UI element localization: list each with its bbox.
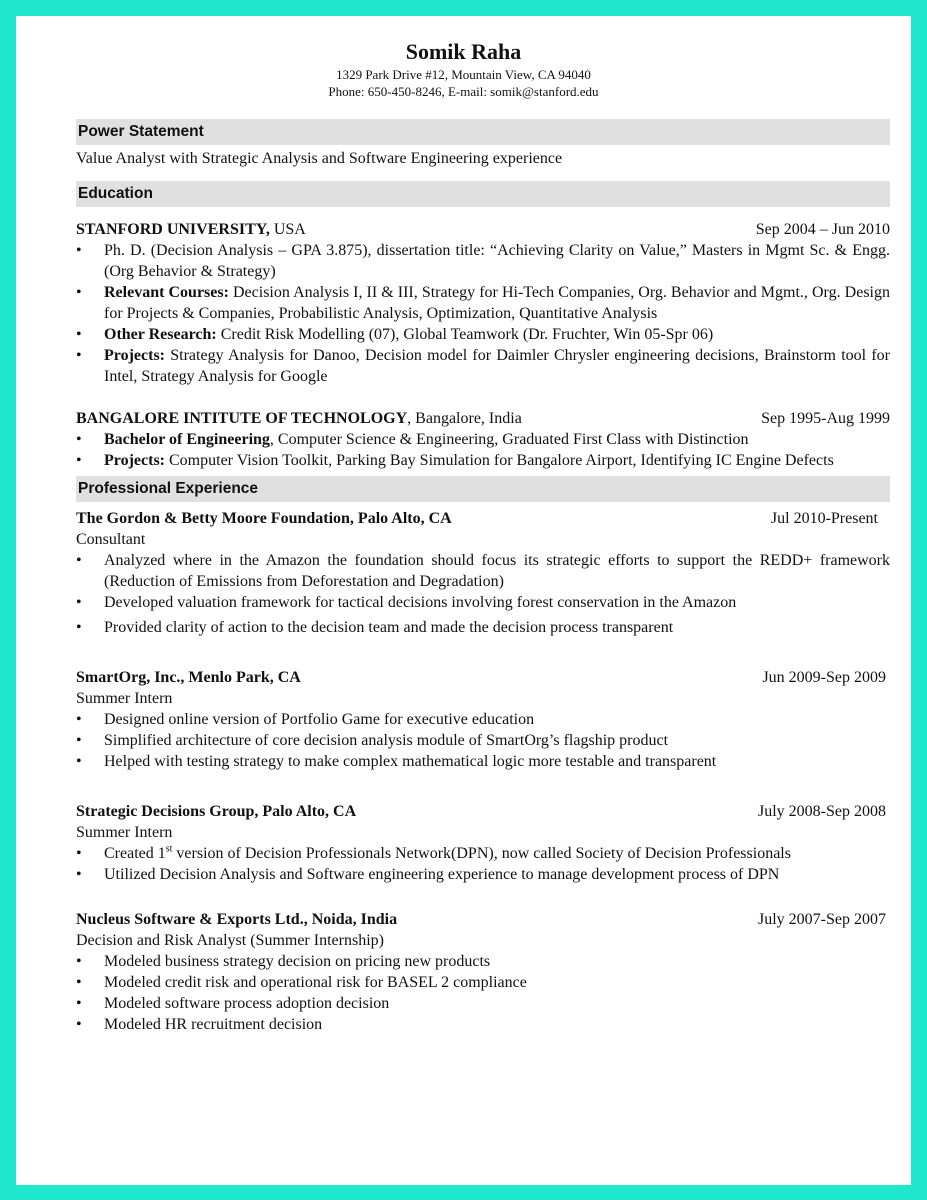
- employer-name: Nucleus Software & Exports Ltd., Noida, India: [76, 911, 398, 928]
- smartorg-bullets: [76, 709, 890, 772]
- job-entry-smartorg: [76, 667, 890, 688]
- institution-location: , Bangalore, India: [407, 410, 522, 427]
- entry-date: Jun 2009-Sep 2009: [762, 669, 886, 686]
- entry-date: July 2007-Sep 2007: [758, 911, 886, 928]
- bullet-icon: •: [76, 594, 82, 611]
- bullet-icon: •: [76, 753, 82, 770]
- sdg-bullets: [76, 843, 890, 885]
- bullet-icon: •: [76, 953, 82, 970]
- list-item: • Modeled software process adoption decision: [76, 995, 390, 1012]
- list-item: • Projects: Strategy Analysis for Danoo, Decision model for Daimler Chrysler engineering decisions, Brainstorm tool for Intel, Strategy Analysis for Google: [76, 347, 890, 385]
- list-item: • Provided clarity of action to the decision team and made the decision process transparent: [76, 619, 674, 636]
- list-item: • Modeled HR recruitment decision: [76, 1016, 323, 1033]
- entry-date: Sep 1995-Aug 1999: [761, 410, 890, 427]
- list-item: • Helped with testing strategy to make complex mathematical logic more testable and transparent: [76, 753, 717, 770]
- institution-name: BANGALORE INTITUTE OF TECHNOLOGY: [76, 410, 408, 427]
- bangalore-bullets: [76, 429, 890, 471]
- list-item: • Ph. D. (Decision Analysis – GPA 3.875), dissertation title: “Achieving Clarity on Value,” Masters in Mgmt Sc. & Engg. (Org Behavior & Strategy): [76, 242, 890, 280]
- entry-date: Jul 2010-Present: [770, 510, 878, 527]
- list-item: • Developed valuation framework for tactical decisions involving forest conservation in the Amazon: [76, 594, 737, 611]
- employer-name: The Gordon & Betty Moore Foundation, Palo Alto, CA: [76, 510, 452, 527]
- employer-name: SmartOrg, Inc., Menlo Park, CA: [76, 669, 301, 686]
- list-item: • Analyzed where in the Amazon the foundation should focus its strategic efforts to support the REDD+ framework (Reduction of Emissions from Deforestation and Degradation): [76, 552, 890, 590]
- bullet-icon: •: [76, 974, 82, 991]
- stanford-bullets: [76, 240, 890, 387]
- bullet-icon: •: [76, 326, 82, 343]
- job-entry-gordon: [76, 508, 890, 529]
- section-heading-professional-experience: Professional Experience: [76, 476, 890, 502]
- list-item: • Relevant Courses: Decision Analysis I, II & III, Strategy for Hi-Tech Companies, Org. Behavior and Mgmt., Org. Design for Projects & Companies, Probabilistic Analysis, Optimization, Quantitative Analysis: [76, 284, 890, 322]
- list-item: • Projects: Computer Vision Toolkit, Parking Bay Simulation for Bangalore Airport, Identifying IC Engine Defects: [76, 452, 834, 469]
- bullet-icon: •: [76, 995, 82, 1012]
- bullet-icon: •: [76, 242, 82, 259]
- job-role: Decision and Risk Analyst (Summer Internship): [76, 932, 384, 949]
- bullet-icon: •: [76, 866, 82, 883]
- bullet-icon: •: [76, 845, 82, 862]
- bullet-icon: •: [76, 619, 82, 636]
- power-statement-text: Value Analyst with Strategic Analysis and Software Engineering experience: [76, 150, 563, 167]
- institution-name: STANFORD UNIVERSITY,: [76, 221, 270, 238]
- list-item: • Modeled credit risk and operational risk for BASEL 2 compliance: [76, 974, 527, 991]
- resume-header: [16, 38, 911, 100]
- gordon-bullets: [76, 550, 890, 638]
- bullet-icon: •: [76, 711, 82, 728]
- bullet-icon: •: [76, 452, 82, 469]
- employer-name: Strategic Decisions Group, Palo Alto, CA: [76, 803, 357, 820]
- entry-date: Sep 2004 – Jun 2010: [755, 221, 890, 238]
- bullet-icon: •: [76, 431, 82, 448]
- list-item: • Created 1st version of Decision Professionals Network(DPN), now called Society of Decision Professionals: [76, 843, 791, 862]
- resume-page: [16, 16, 911, 1185]
- list-item: • Utilized Decision Analysis and Software engineering experience to manage development process of DPN: [76, 866, 780, 883]
- section-heading-education: Education: [76, 181, 890, 207]
- education-entry-bangalore: [76, 408, 890, 429]
- job-role: Consultant: [76, 531, 146, 548]
- list-item: • Simplified architecture of core decision analysis module of SmartOrg’s flagship product: [76, 732, 669, 749]
- job-entry-nucleus: [76, 909, 890, 930]
- nucleus-bullets: [76, 951, 890, 1035]
- bullet-icon: •: [76, 552, 82, 569]
- entry-date: July 2008-Sep 2008: [758, 803, 886, 820]
- bullet-icon: •: [76, 284, 82, 301]
- institution-location: USA: [269, 221, 306, 238]
- section-heading-power-statement: Power Statement: [76, 119, 890, 145]
- bullet-icon: •: [76, 347, 82, 364]
- address-line: 1329 Park Drive #12, Mountain View, CA 94040: [336, 67, 591, 82]
- bullet-icon: •: [76, 1016, 82, 1033]
- bullet-icon: •: [76, 732, 82, 749]
- contact-line: Phone: 650-450-8246, E-mail: somik@stanford.edu: [328, 84, 599, 99]
- candidate-name: Somik Raha: [405, 39, 522, 64]
- job-role: Summer Intern: [76, 824, 173, 841]
- education-entry-stanford: [76, 219, 890, 240]
- job-entry-sdg: [76, 801, 890, 822]
- list-item: • Other Research: Credit Risk Modelling (07), Global Teamwork (Dr. Fruchter, Win 05-Spr 06): [76, 326, 714, 343]
- list-item: • Designed online version of Portfolio Game for executive education: [76, 711, 535, 728]
- list-item: • Modeled business strategy decision on pricing new products: [76, 953, 491, 970]
- job-role: Summer Intern: [76, 690, 173, 707]
- list-item: • Bachelor of Engineering, Computer Science & Engineering, Graduated First Class with Distinction: [76, 431, 749, 448]
- resume-body: [76, 104, 890, 1035]
